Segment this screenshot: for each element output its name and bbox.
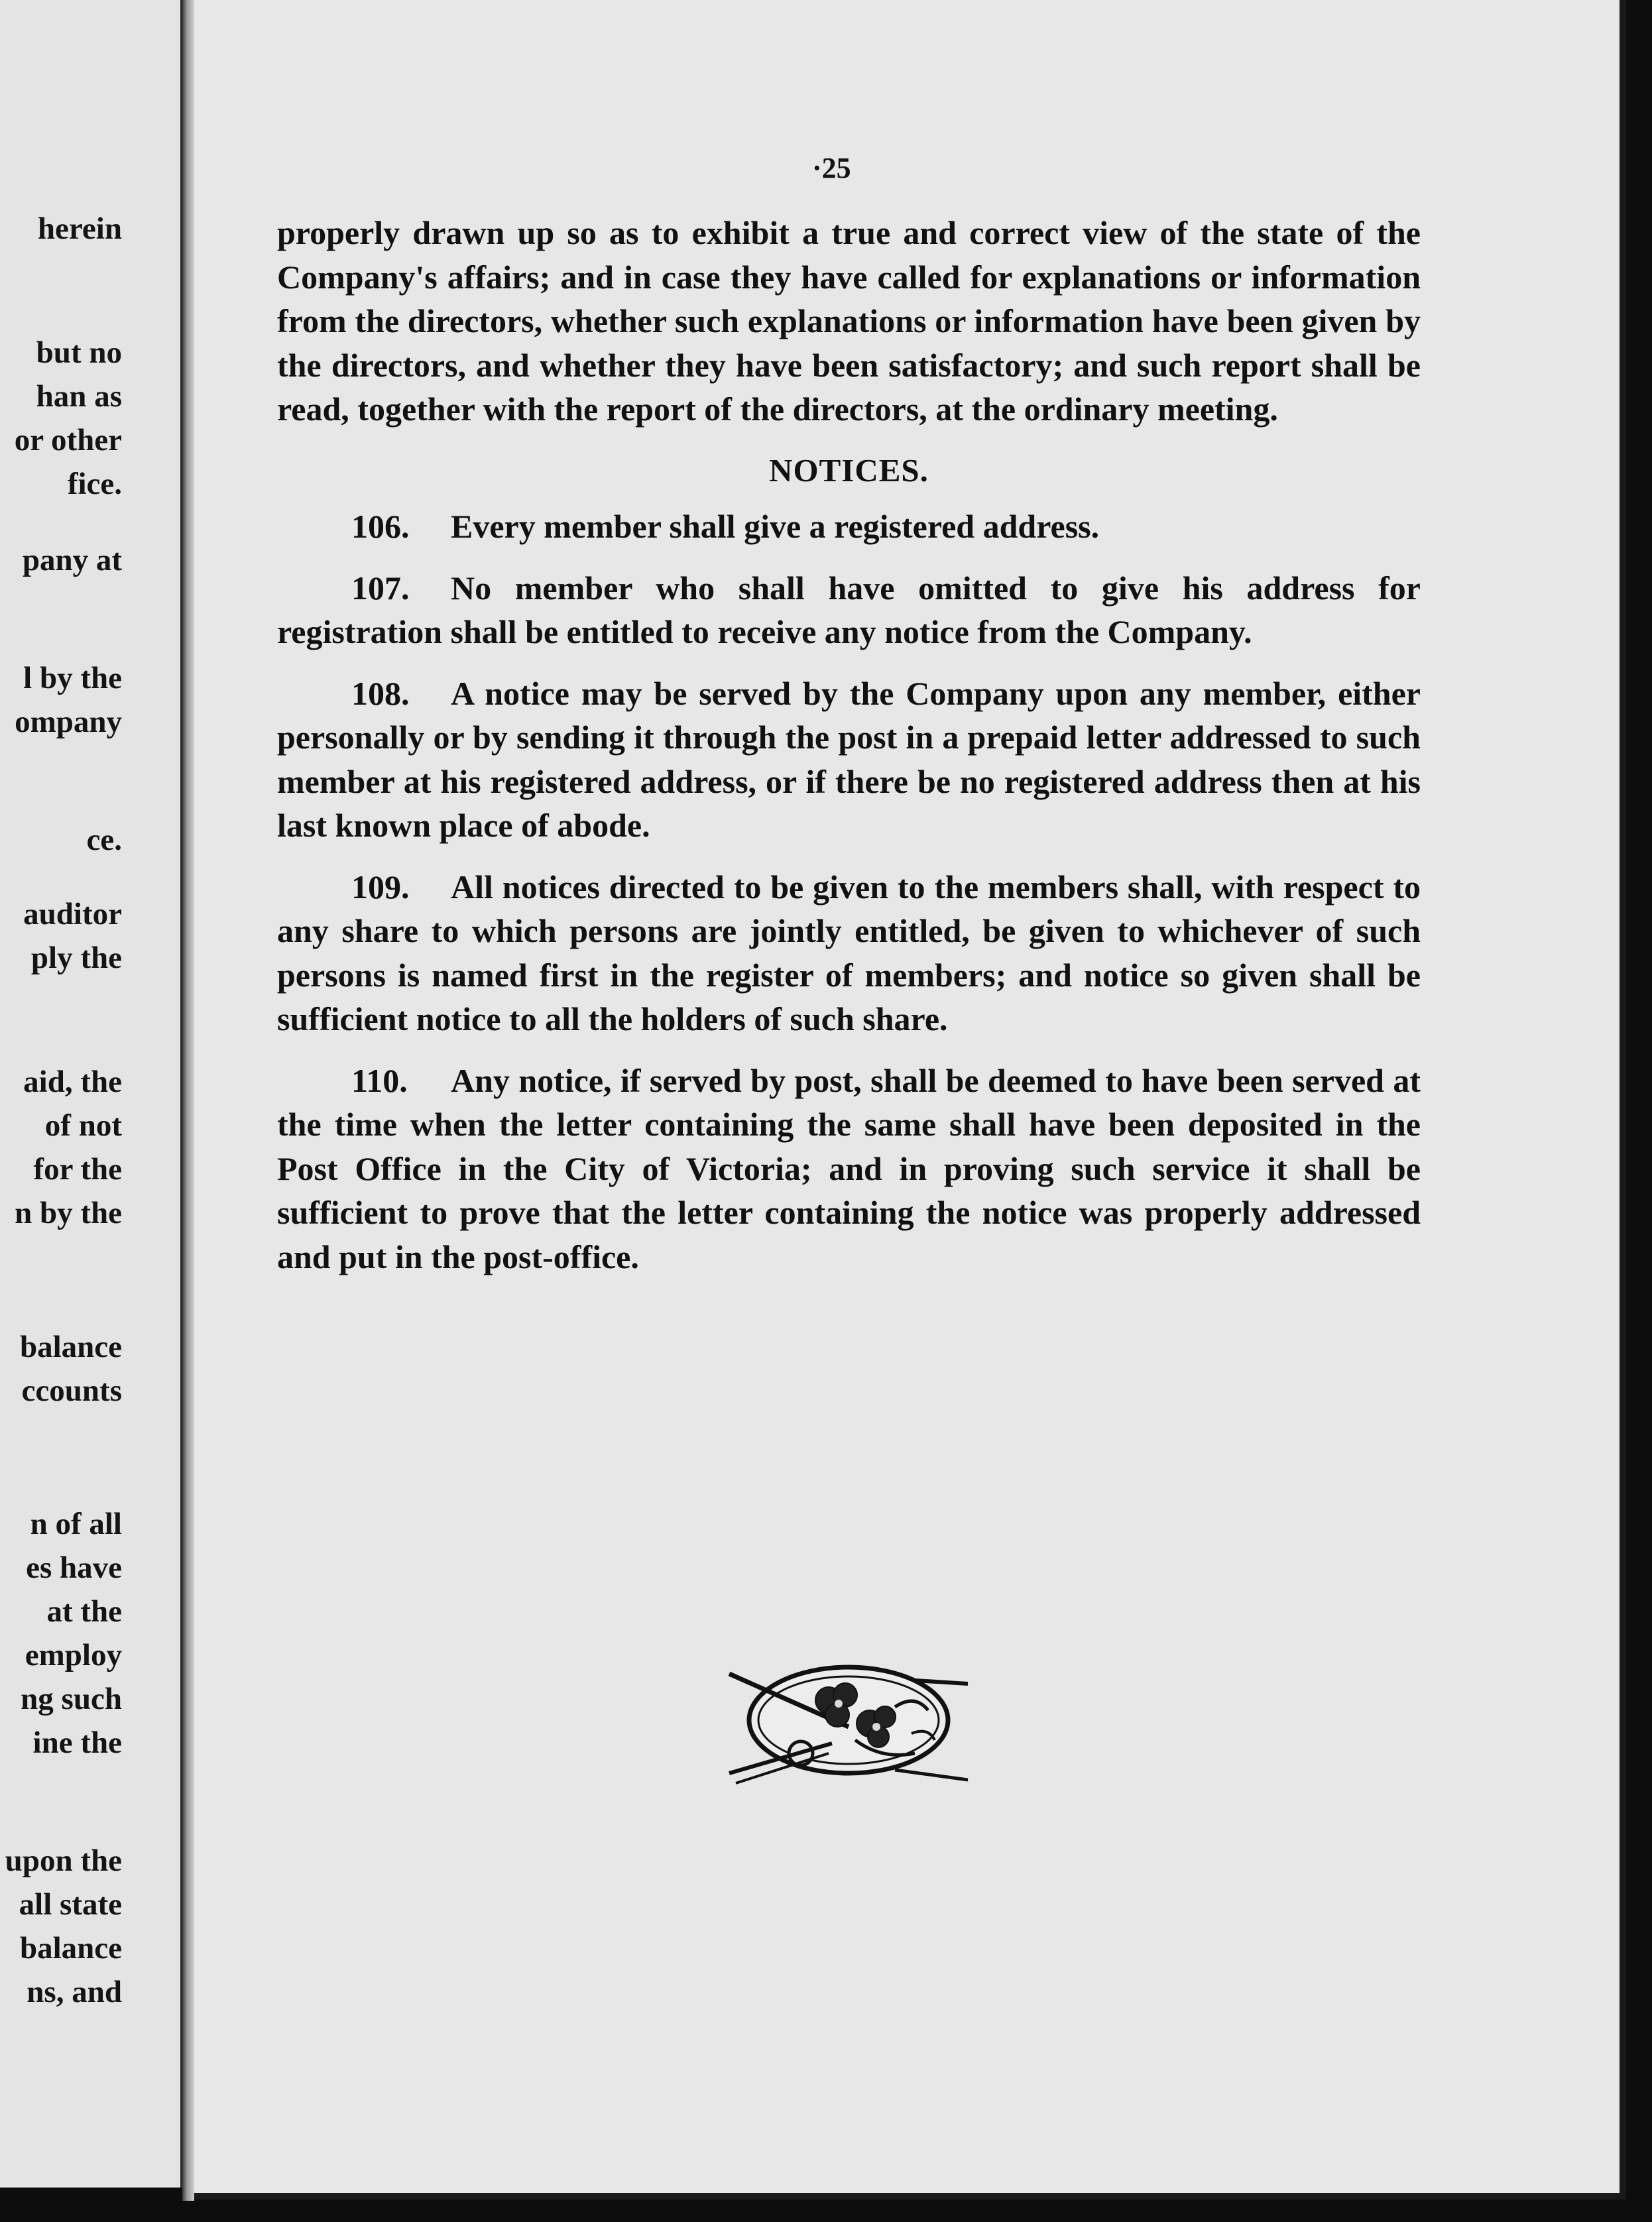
section-107 [277,566,1421,654]
left-fragment-line: l by the [23,661,122,695]
section-text: Every member shall give a registered address. [451,508,1100,545]
left-fragment-line: n of all [30,1507,122,1541]
left-fragment-line: or other [14,423,122,457]
left-fragment-line: of not [44,1108,122,1143]
section-106 [277,504,1421,549]
section-110 [277,1059,1421,1279]
left-fragment-line: employ [25,1638,122,1672]
section-109 [277,865,1421,1041]
page-body [277,211,1421,1296]
left-fragment-line: at the [46,1594,122,1629]
left-fragment-line: auditor [23,897,122,931]
page-number: ·25 [812,152,851,184]
left-fragment-line: han as [36,379,122,414]
section-text: Any notice, if served by post, shall be deemed to have been served at the time when the letter containing the same shall have been deposited in the Post Office in the City of Victoria; and in proving such service it shall be sufficient to prove that the letter containing the notice was properly addressed and put in the post-office. [277,1061,1421,1275]
left-fragment-line: balance [19,1330,122,1364]
section-heading: NOTICES. [769,451,929,489]
flower-palette-ornament-icon [716,1654,981,1786]
section-108 [277,672,1421,848]
left-fragment-line: es have [26,1550,122,1585]
section-number: 109. [351,868,410,906]
left-page-fragment [0,0,182,2188]
left-fragment-line: pany at [22,543,122,577]
left-fragment-line: ng such [21,1682,122,1716]
left-fragment-line: aid, the [23,1065,122,1099]
left-fragment-line: ccounts [21,1374,122,1408]
book-gutter [182,0,194,2201]
section-number: 106. [351,508,410,545]
left-fragment-line: for the [33,1152,122,1187]
section-text: All notices directed to be given to the members shall, with respect to any share to which persons are jointly entitled, be given to whichever of such persons is named first in the register of members; and notice so given shall be sufficient notice to all the holders of such share. [277,868,1421,1037]
opening-paragraph: properly drawn up so as to exhibit a true and correct view of the state of the Company's affairs; and in case they have called for explanations or information from the directors, whether such explanations or information have been given by the directors, and whether they have been satisfactory; and such report shall be read, together with the report of the directors, at the ordinary meeting. [277,214,1421,428]
section-text: A notice may be served by the Company upon any member, either personally or by sending it through the post in a prepaid letter addressed to such member at his registered address, or if there be no registered address then at his last known place of abode. [277,674,1421,844]
left-fragment-line: ns, and [27,1975,122,2009]
left-fragment-line: ine the [32,1725,122,1760]
left-fragment-line: herein [37,211,122,246]
section-number: 110. [351,1061,408,1099]
left-fragment-line: upon the [5,1843,122,1878]
section-number: 108. [351,674,410,712]
left-fragment-line: ply the [30,941,122,975]
left-fragment-line: balance [19,1931,122,1965]
left-fragment-line: but no [36,335,122,370]
left-fragment-line: n by the [15,1196,122,1230]
left-fragment-line: all state [19,1887,122,1922]
section-text: No member who shall have omitted to give his address for registration shall be entitled to receive any notice from the Company. [277,569,1421,650]
section-number: 107. [351,569,410,607]
left-fragment-line: fice. [67,467,122,501]
left-fragment-line: ce. [86,823,122,857]
left-fragment-line: ompany [15,705,122,739]
